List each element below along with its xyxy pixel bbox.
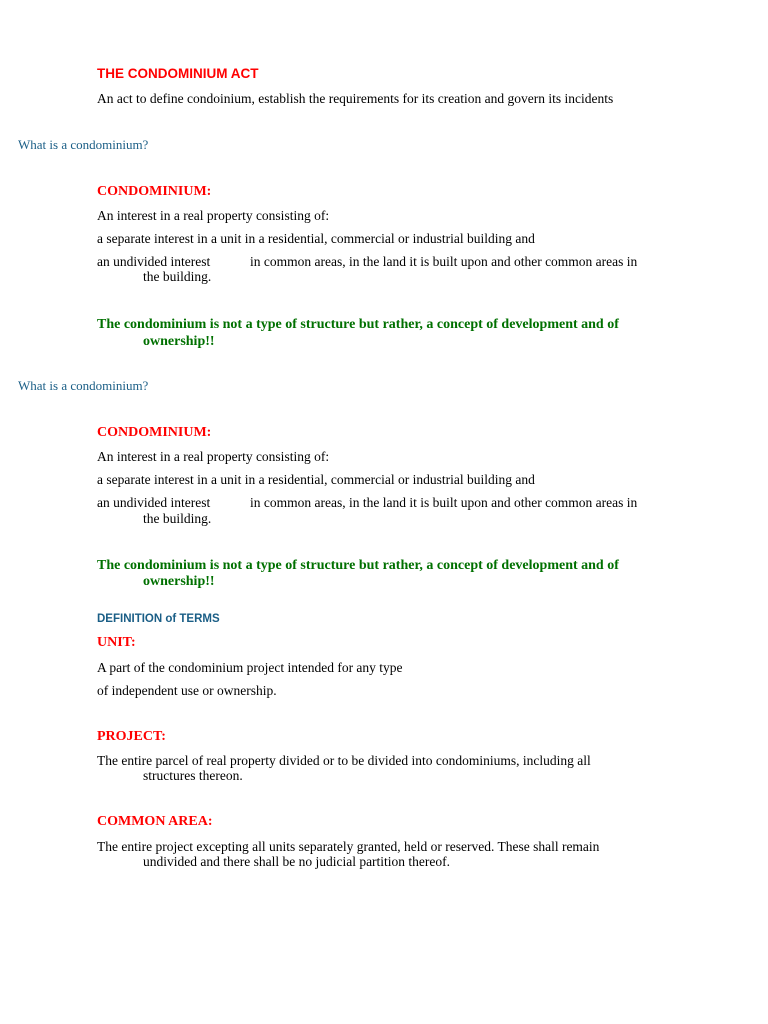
definition-line: in common areas, in the land it is built upon and other common areas in [250,495,638,510]
definition-line: the building. [143,511,212,526]
term-heading: UNIT: [97,635,136,650]
definition-line: an undivided interest [97,495,211,510]
emphasis-text: The condominium is not a type of structure but rather, a concept of development and of [97,317,619,332]
section-question: What is a condominium? [18,137,149,152]
intro-text: An act to define condoinium, establish the requirements for its creation and govern its incidents [97,91,614,106]
term-heading: COMMON AREA: [97,814,213,829]
term-definition: of independent use or ownership. [97,683,277,698]
section-question: What is a condominium? [18,378,149,393]
definition-line: in common areas, in the land it is built upon and other common areas in [250,254,638,269]
document-title: THE CONDOMINIUM ACT [97,66,259,81]
definition-line: An interest in a real property consisting of: [97,449,330,464]
definition-line: the building. [143,269,212,284]
section-heading: CONDOMINIUM: [97,425,212,440]
emphasis-text: ownership!! [143,574,215,589]
term-definition: The entire project excepting all units separately granted, held or reserved. These shall remain [97,839,600,854]
term-heading: PROJECT: [97,729,166,744]
definition-line: an undivided interest [97,254,211,269]
term-definition: structures thereon. [143,768,243,783]
definition-line: An interest in a real property consisting of: [97,208,330,223]
emphasis-text: ownership!! [143,334,215,349]
term-definition: The entire parcel of real property divided or to be divided into condominiums, including all [97,753,591,768]
term-definition: undivided and there shall be no judicial partition thereof. [143,854,451,869]
term-definition: A part of the condominium project intended for any type [97,660,403,675]
definition-line: a separate interest in a unit in a residential, commercial or industrial building and [97,472,535,487]
section-heading: CONDOMINIUM: [97,184,212,199]
definition-line: a separate interest in a unit in a residential, commercial or industrial building and [97,231,535,246]
definitions-heading: DEFINITION of TERMS [97,613,220,625]
emphasis-text: The condominium is not a type of structure but rather, a concept of development and of [97,558,619,573]
